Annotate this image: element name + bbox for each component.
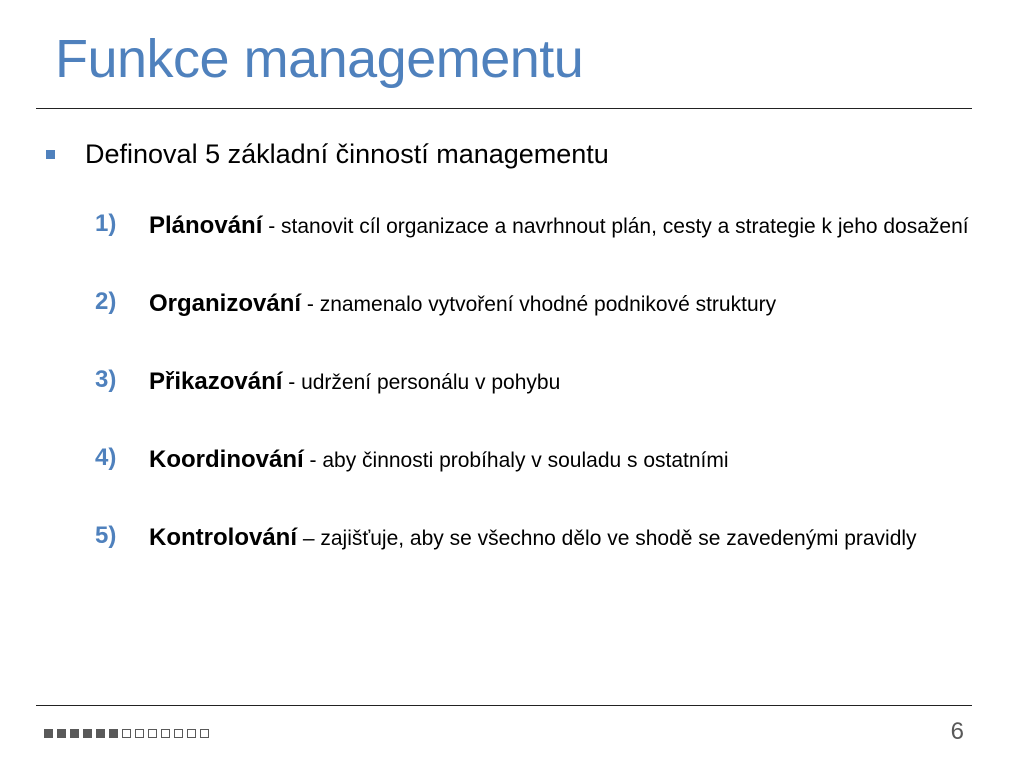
progress-square-empty-icon xyxy=(161,729,170,738)
list-item xyxy=(95,198,975,254)
list-item xyxy=(95,510,975,566)
slide-title: Funkce managementu xyxy=(55,29,584,89)
main-bullet-text: Definoval 5 základní činností managementu xyxy=(85,139,609,169)
management-functions-list xyxy=(95,198,975,588)
progress-square-empty-icon xyxy=(122,729,131,738)
item-content xyxy=(149,198,975,254)
item-description: - stanovit cíl organizace a navrhnout plán, cesty a strategie k jeho dosažení xyxy=(262,215,969,238)
item-number: 1) xyxy=(95,210,117,237)
item-description: - aby činnosti probíhaly v souladu s ostatními xyxy=(303,449,729,472)
item-content xyxy=(149,276,975,332)
main-bullet xyxy=(46,134,609,174)
progress-square-filled-icon xyxy=(109,729,118,738)
item-term: Kontrolování xyxy=(149,524,297,551)
item-number: 5) xyxy=(95,522,117,549)
slide-progress-indicator xyxy=(44,729,209,738)
list-item xyxy=(95,354,975,410)
list-item xyxy=(95,276,975,332)
item-number: 2) xyxy=(95,288,117,315)
progress-square-empty-icon xyxy=(148,729,157,738)
progress-square-filled-icon xyxy=(96,729,105,738)
item-description: - udržení personálu v pohybu xyxy=(282,371,561,394)
progress-square-empty-icon xyxy=(135,729,144,738)
item-content xyxy=(149,510,975,566)
page-number: 6 xyxy=(950,718,964,745)
progress-square-filled-icon xyxy=(70,729,79,738)
item-content xyxy=(149,432,975,488)
item-term: Plánování xyxy=(149,212,263,239)
item-term: Organizování xyxy=(149,290,302,317)
footer-divider xyxy=(36,705,972,706)
title-divider xyxy=(36,108,972,109)
item-content xyxy=(149,354,975,410)
square-bullet-icon xyxy=(46,150,55,159)
item-term: Přikazování xyxy=(149,368,283,395)
progress-square-filled-icon xyxy=(44,729,53,738)
progress-square-empty-icon xyxy=(174,729,183,738)
list-item xyxy=(95,432,975,488)
item-term: Koordinování xyxy=(149,446,304,473)
progress-square-filled-icon xyxy=(57,729,66,738)
item-number: 4) xyxy=(95,444,117,471)
item-description: – zajišťuje, aby se všechno dělo ve shodě se zavedenými pravidly xyxy=(297,527,917,550)
item-description: - znamenalo vytvoření vhodné podnikové struktury xyxy=(301,293,777,316)
progress-square-empty-icon xyxy=(200,729,209,738)
progress-square-filled-icon xyxy=(83,729,92,738)
item-number: 3) xyxy=(95,366,117,393)
progress-square-empty-icon xyxy=(187,729,196,738)
